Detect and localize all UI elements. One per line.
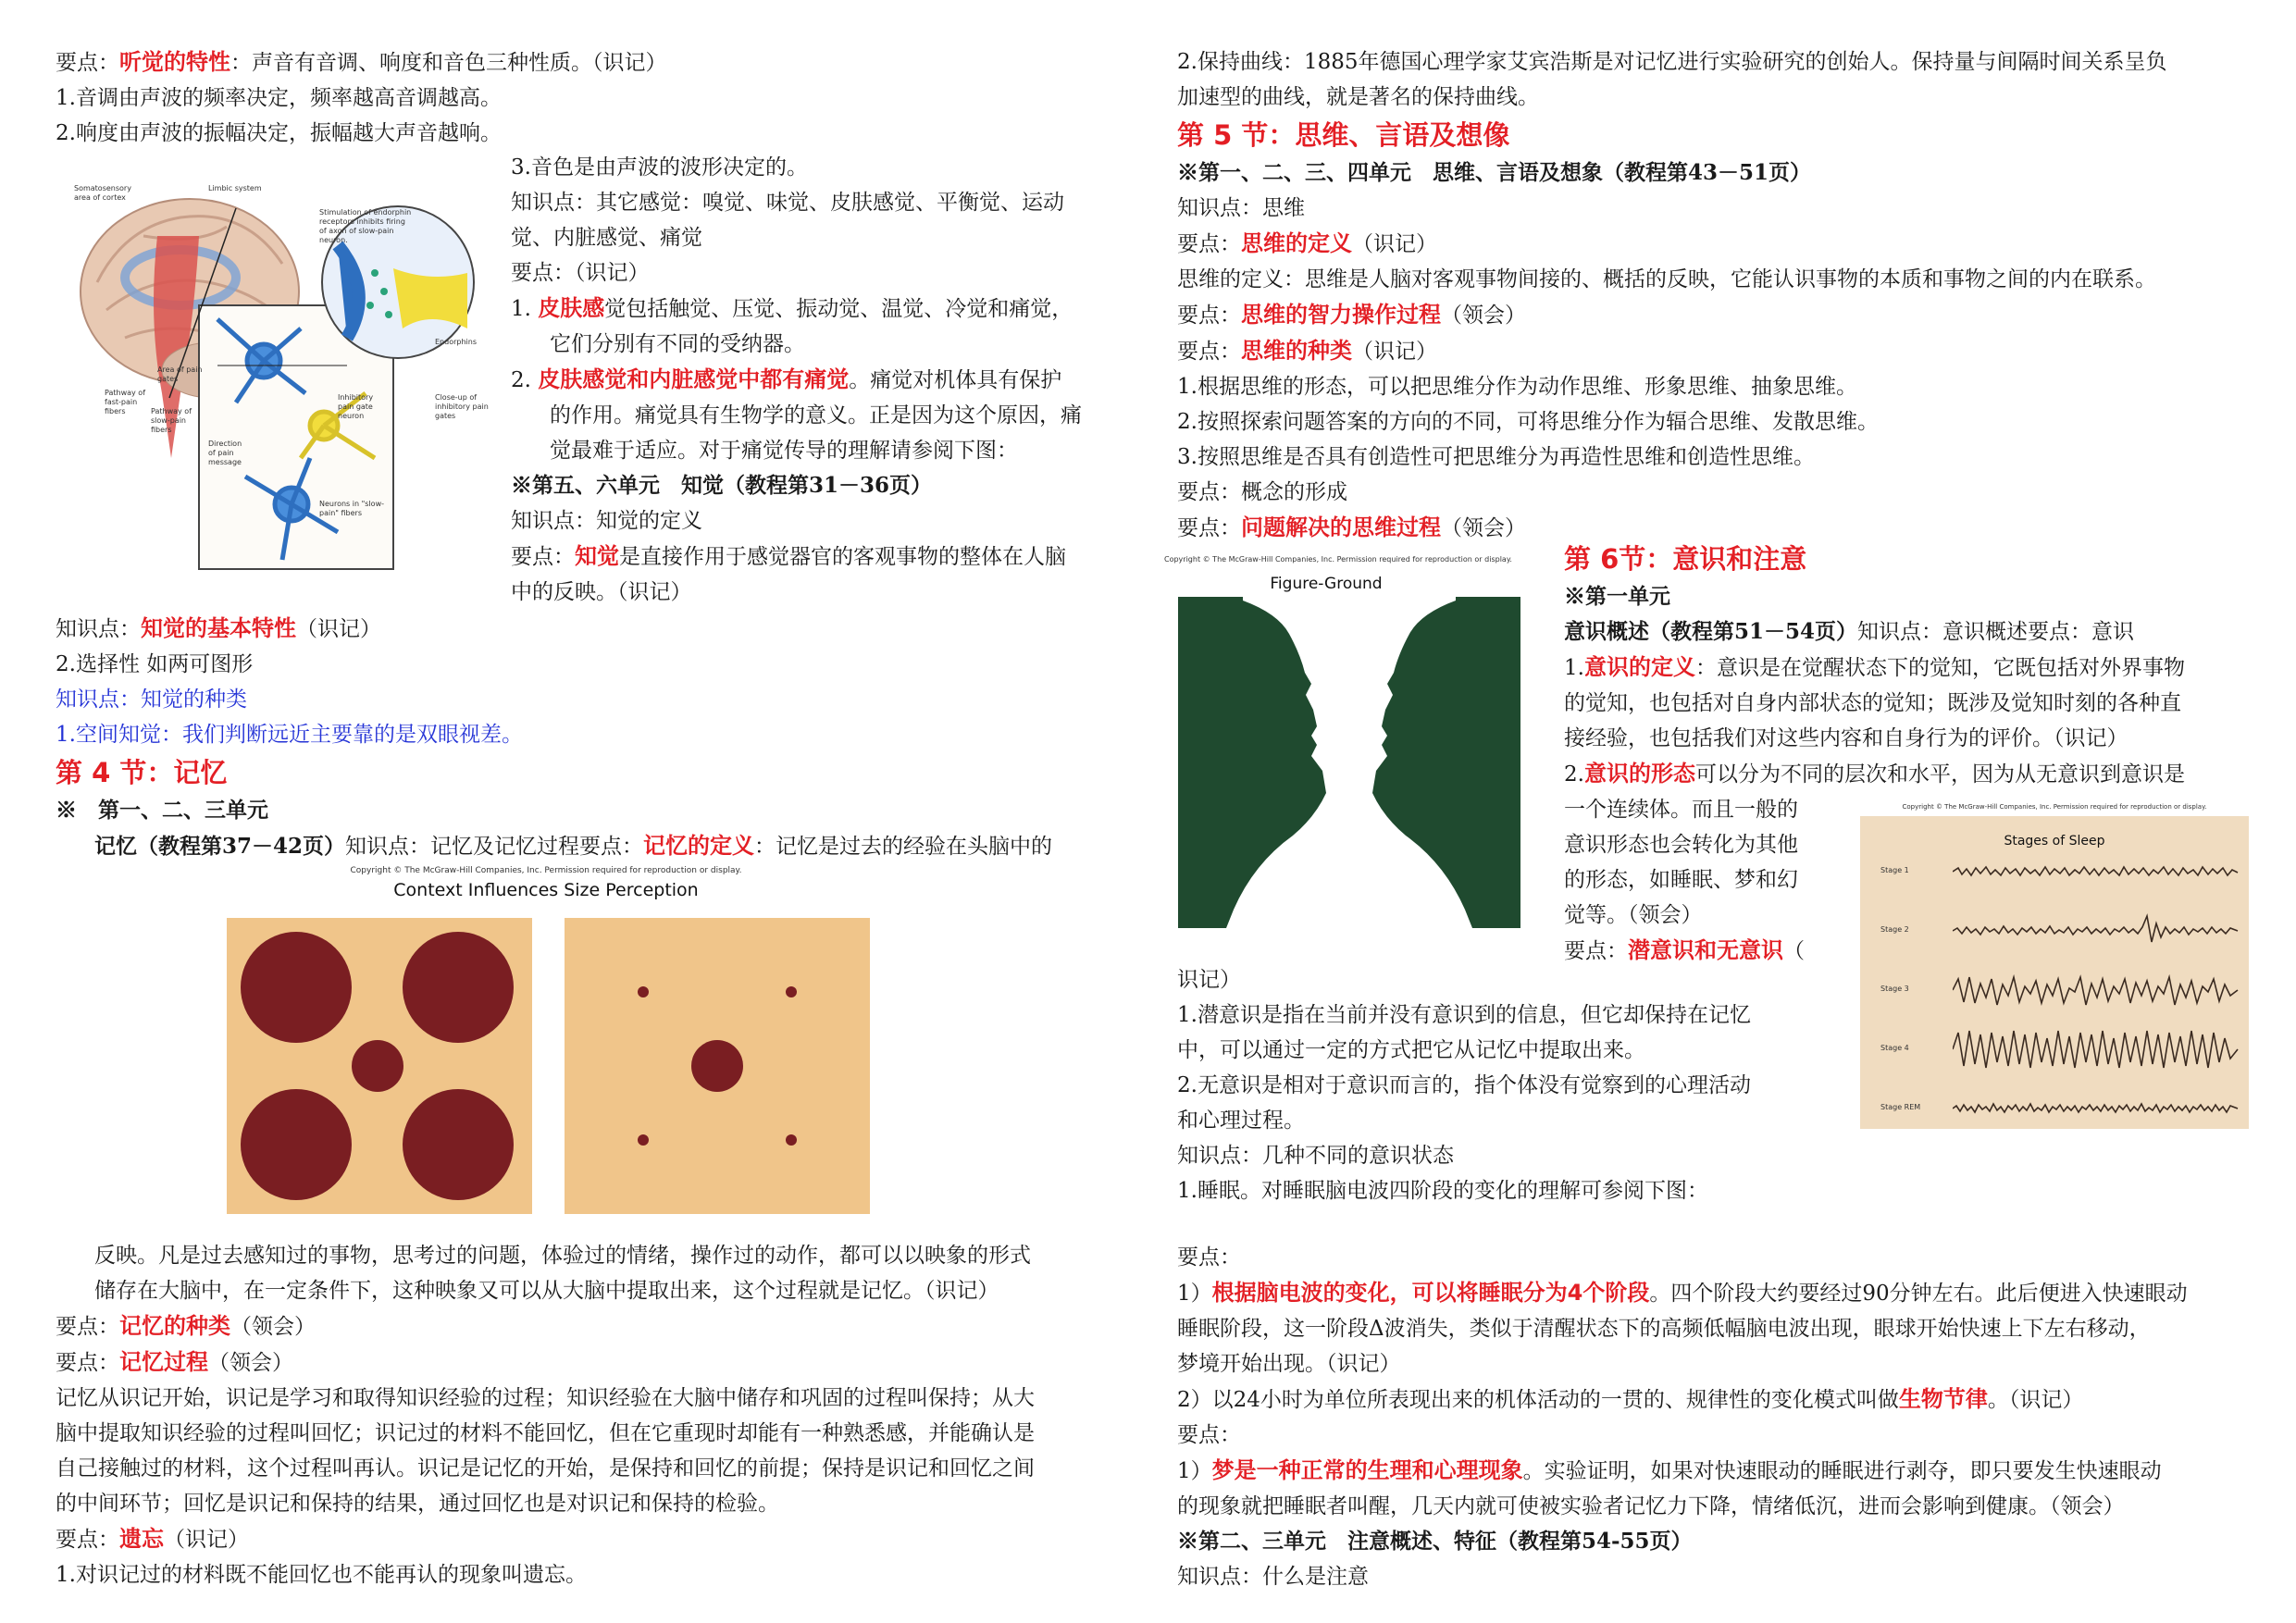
text-line: 意识概述（教程第51－54页）知识点：意识概述要点：意识 (1564, 619, 2135, 644)
text-line: 要点：知觉是直接作用于感觉器官的客观事物的整体在人脑 (511, 543, 1066, 569)
unconscious-block (1177, 962, 1825, 1208)
label-closeup: Close-up of inhibitory pain gates (435, 393, 489, 420)
text-line: 知识点：其它感觉：嗅觉、味觉、皮肤感觉、平衡觉、运动 (511, 191, 1064, 215)
text-line: 2.无意识是相对于意识而言的，指个体没有觉察到的心理活动 (1177, 1073, 1751, 1097)
text-line: 2.意识的形态可以分为不同的层次和水平，因为从无意识到意识是 (1564, 761, 2185, 787)
text-line: ※第一、二、三、四单元 思维、言语及想象（教程第43－51页） (1177, 160, 1812, 185)
label-limbic: Limbic system (208, 184, 262, 192)
text-line: 2）以24小时为单位所表现出来的机体活动的一贯的、规律性的变化模式叫做生物节律。（识记） (1177, 1386, 2084, 1412)
left-column (56, 44, 1129, 151)
text-line: 脑中提取知识经验的过程叫回忆；识记过的材料不能回忆，但在它重现时却能有一种熟悉感，并能确认是 (56, 1421, 1035, 1445)
text-line: 的作用。痛觉具有生物学的意义。正是因为这个原因，痛 (550, 403, 1082, 427)
text-line: 要点：思维的种类（识记） (1177, 338, 1437, 364)
sleep-stages-figure (1860, 803, 2249, 1141)
text-line: 反映。凡是过去感知过的事物，思考过的问题，体验过的情绪，操作过的动作，都可以以映象的形式 (94, 1244, 1031, 1268)
text-line: 要点：思维的定义（识记） (1177, 230, 1437, 256)
text-line: 2.按照探索问题答案的方向的不同，可将思维分作为辐合思维、发散思维。 (1177, 410, 1879, 434)
text-line: 1.音调由声波的频率决定，频率越高音调越高。 (56, 86, 502, 110)
text-line: 意识形态也会转化为其他 (1564, 833, 1798, 857)
text-line: ※ 第一、二、三单元 (56, 798, 268, 823)
text-line: 知识点：思维 (1177, 196, 1305, 220)
text-line: 的觉知，也包括对自身内部状态的觉知；既涉及觉知时刻的各种直 (1564, 691, 2181, 715)
text-line: 和心理过程。 (1177, 1109, 1305, 1133)
section-heading-4: 第 4 节：记忆 (56, 757, 228, 788)
label-somatosensory: Somatosensory area of cortex (74, 184, 131, 202)
stage-label: Stage 3 (1880, 985, 1909, 993)
text-line: 识记） (1177, 968, 1241, 992)
text-line: 要点：遗忘（识记） (56, 1526, 249, 1552)
label-pain-gates: Area of pain gates (157, 365, 203, 383)
text-line: 梦境开始出现。（识记） (1177, 1352, 1401, 1376)
text-line: 知识点：知觉的定义 (511, 509, 702, 533)
label-endorphins: Endorphins (435, 338, 477, 346)
stage-label: Stage REM (1880, 1103, 1921, 1111)
label-slow-pain: Pathway of slow-pain fibers (151, 407, 192, 434)
text-line: 2. 皮肤感觉和内脏感觉中都有痛觉。痛觉对机体具有保护 (511, 366, 1062, 392)
figure-title: Figure-Ground (1270, 575, 1383, 593)
size-perception-figure (213, 865, 879, 1221)
text-line: 要点： (1177, 1423, 1241, 1447)
text-line: 要点：思维的智力操作过程（领会） (1177, 302, 1526, 328)
text-line: 的形态，如睡眠、梦和幻 (1564, 868, 1798, 892)
text-line: 思维的定义：思维是人脑对客观事物间接的、概括的反映，它能认识事物的本质和事物之间的内在联系。 (1177, 267, 2156, 291)
text-line: 储存在大脑中，在一定条件下，这种映象又可以从大脑中提取出来，这个过程就是记忆。（识记） (94, 1279, 999, 1303)
text-line: 觉最难于适应。对于痛觉传导的理解请参阅下图： (550, 439, 1018, 463)
stage-label: Stage 4 (1880, 1044, 1909, 1052)
text-line: 要点：概念的形成 (1177, 480, 1347, 504)
text-line: 自己接触过的材料，这个过程叫再认。识记是记忆的开始，是保持和回忆的前提；保持是识记和回忆之间 (56, 1456, 1035, 1481)
text-line: 要点：（识记） (511, 261, 650, 285)
text-line: 2.响度由声波的振幅决定，振幅越大声音越响。 (56, 121, 502, 145)
text-line: 中的反映。（识记） (511, 580, 692, 604)
text-line: 1）梦是一种正常的生理和心理现象。实验证明，如果对快速眼动的睡眠进行剥夺，即只要发生快速眼动 (1177, 1457, 2162, 1483)
label-fast-pain: Pathway of fast-pain fibers (105, 389, 146, 415)
text-line: 知识点：知觉的种类 (56, 688, 247, 712)
sleep-block (1177, 1240, 2269, 1594)
text-line: ※第二、三单元 注意概述、特征（教程第54-55页） (1177, 1529, 1693, 1554)
text-line: 睡眠阶段，这一阶段Δ波消失，类似于清醒状态下的高频低幅脑电波出现，眼球开始快速上下左右移动， (1177, 1317, 2151, 1341)
text-line: 2.选择性 如两可图形 (56, 652, 254, 676)
text-line: ※第五、六单元 知觉（教程第31－36页） (511, 473, 933, 498)
size-circles-illustration (227, 918, 875, 1214)
text-line: 1.睡眠。对睡眠脑电波四阶段的变化的理解可参阅下图： (1177, 1179, 1708, 1203)
figure-copyright: Copyright © The McGraw-Hill Companies, Inc. Permission required for reproduction or display. (350, 866, 742, 875)
stage-label: Stage 1 (1880, 866, 1909, 874)
text-line: 一个连续体。而且一般的 (1564, 798, 1798, 822)
text-line: 的现象就把睡眠者叫醒，几天内就可使被实验者记忆力下降，情绪低沉，进而会影响到健康。（领会） (1177, 1494, 2125, 1518)
text-line: 1.根据思维的形态，可以把思维分作为动作思维、形象思维、抽象思维。 (1177, 375, 1857, 399)
label-endorphin-stimulation: Stimulation of endorphin receptors inhibits firing of axon of slow-pain neuron. (319, 208, 412, 244)
figure-copyright: Copyright © The McGraw-Hill Companies, Inc. Permission required for reproduction or display. (1902, 803, 2207, 811)
brain-illustration (69, 180, 495, 578)
label-inhibitory-neuron: Inhibitory pain gate neuron (338, 393, 374, 420)
text-line: 知识点：什么是注意 (1177, 1565, 1369, 1589)
section-heading-6: 第 6节：意识和注意 (1564, 543, 1807, 575)
text-line: 觉、内脏感觉、痛觉 (511, 226, 702, 250)
label-direction: Direction of pain message (208, 440, 242, 466)
text-line: 的中间环节；回忆是识记和保持的结果，通过回忆也是对识记和保持的检验。 (56, 1492, 779, 1516)
text-line: 要点： (1177, 1245, 1241, 1270)
figure-title: Context Influences Size Perception (393, 880, 699, 900)
text-line: 2.保持曲线：1885年德国心理学家艾宾浩斯是对记忆进行实验研究的创始人。保持量与间隔时间关系呈负 (1177, 50, 2167, 74)
stage-label: Stage 2 (1880, 925, 1909, 934)
text-line: 中，可以通过一定的方式把它从记忆中提取出来。 (1177, 1038, 1645, 1062)
figure-title: Stages of Sleep (2004, 834, 2105, 849)
text-line: 要点：记忆过程（领会） (56, 1349, 293, 1375)
text-line: 1.潜意识是指在当前并没有意识到的信息，但它却保持在记忆 (1177, 1003, 1751, 1027)
text-line: 要点：潜意识和无意识（ (1564, 937, 1805, 963)
memory-block (56, 1238, 1138, 1592)
text-line: 1. 皮肤感觉包括触觉、压觉、振动觉、温觉、冷觉和痛觉， (511, 295, 1074, 321)
text-line: 1）根据脑电波的变化，可以将睡眠分为4个阶段。四个阶段大约要经过90分钟左右。此后便进入快速眼动 (1177, 1280, 2188, 1306)
text-line: 知识点：几种不同的意识状态 (1177, 1144, 1454, 1168)
text-line: 要点：听觉的特性：声音有音调、响度和音色三种性质。（识记） (56, 49, 667, 75)
text-line: 接经验，也包括我们对这些内容和自身行为的评价。（识记） (1564, 726, 2128, 750)
text-line: 加速型的曲线，就是著名的保持曲线。 (1177, 85, 1539, 109)
text-line: 3.音色是由声波的波形决定的。 (511, 155, 808, 180)
eeg-waves (1953, 849, 2240, 1127)
text-line: 觉等。（领会） (1564, 903, 1703, 927)
pain-pathway-figure (69, 180, 495, 578)
label-slow-pain-neurons: Neurons in "slow-pain" fibers (319, 500, 384, 517)
text-line: 1.对识记过的材料既不能回忆也不能再认的现象叫遗忘。 (56, 1563, 587, 1587)
text-line: 知识点：知觉的基本特性（识记） (56, 615, 381, 641)
figure-ground-figure (1164, 555, 1553, 935)
pain-text-block (511, 150, 1131, 610)
text-line: 3.按照思维是否具有创造性可把思维分为再造性思维和创造性思维。 (1177, 445, 1815, 469)
section-heading-5: 第 5 节：思维、言语及想像 (1177, 119, 1510, 151)
text-line: 要点：问题解决的思维过程（领会） (1177, 514, 1526, 540)
text-line: 它们分别有不同的受纳器。 (550, 332, 805, 356)
text-line: 1.意识的定义：意识是在觉醒状态下的觉知，它既包括对外界事物 (1564, 654, 2185, 680)
text-line: ※第一单元 (1564, 584, 1670, 609)
perception-block (56, 611, 1138, 864)
text-line: 记忆从识记开始，识记是学习和取得知识经验的过程；知识经验在大脑中储存和巩固的过程叫保持；从大 (56, 1386, 1035, 1410)
figure-copyright: Copyright © The McGraw-Hill Companies, Inc. Permission required for reproduction or display. (1164, 555, 1512, 564)
face-vase-illustration (1178, 597, 1520, 928)
text-line: 记忆（教程第37－42页）知识点：记忆及记忆过程要点：记忆的定义：记忆是过去的经验在头脑中的 (94, 833, 1053, 859)
text-line: 要点：记忆的种类（领会） (56, 1313, 316, 1339)
text-line: 1.空间知觉：我们判断远近主要靠的是双眼视差。 (56, 723, 523, 747)
right-column (1177, 44, 2251, 546)
